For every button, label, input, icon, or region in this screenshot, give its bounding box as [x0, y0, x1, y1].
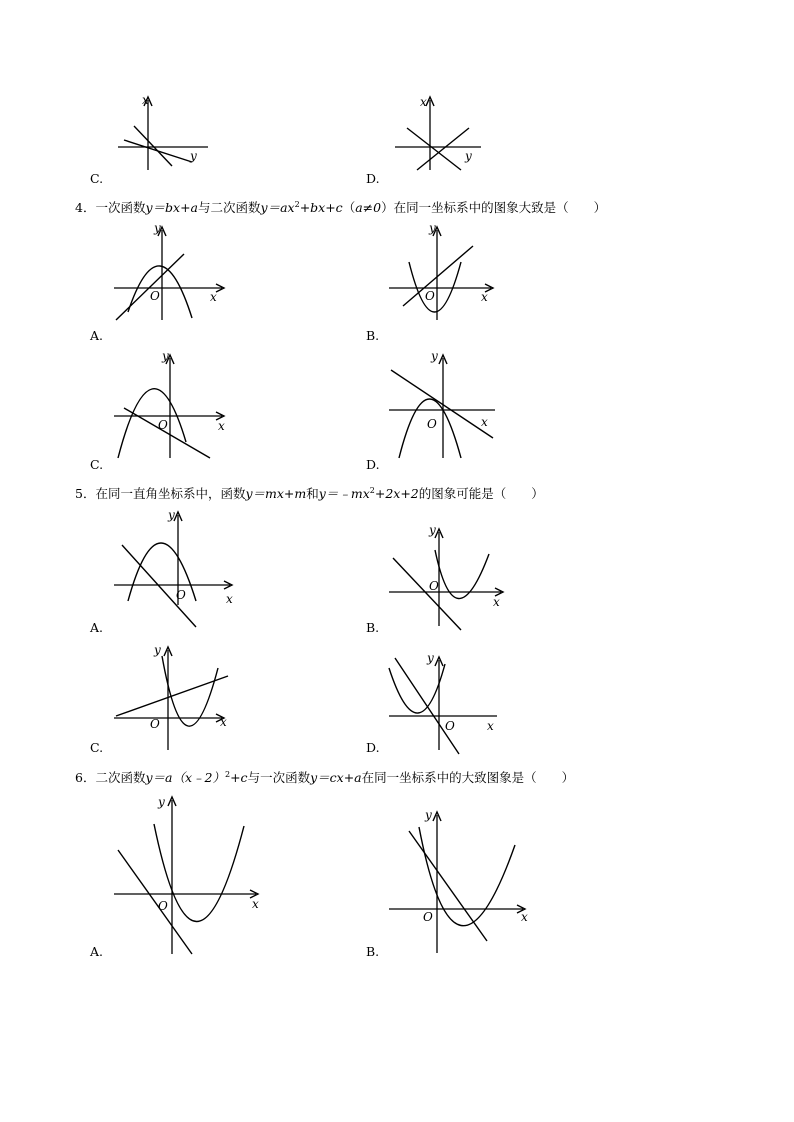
x-axis-label: x — [481, 415, 488, 429]
q4-graph-a — [110, 222, 230, 322]
q5-option-a-label[interactable]: A. — [90, 620, 104, 635]
x-axis-label: x — [521, 910, 528, 924]
x-axis-label: x — [420, 95, 427, 109]
q5-graph-a — [110, 505, 240, 625]
origin-label: O — [176, 588, 186, 602]
x-axis-label: x — [481, 290, 488, 304]
y-axis-label: y — [429, 221, 436, 235]
y-axis-label: y — [190, 149, 197, 163]
origin-label: O — [425, 289, 435, 303]
x-axis-label: x — [220, 715, 227, 729]
x-axis-label: x — [226, 592, 233, 606]
x-axis-label: x — [487, 719, 494, 733]
x-axis-label: x — [142, 93, 149, 107]
question-4-stem: 4．一次函数y＝bx+a与二次函数$y=ax^2+bx+c(a\ne 0)$在同一坐标系中的图象大致是（ ） — [75, 199, 607, 215]
x-axis-label: x — [493, 595, 500, 609]
origin-label: O — [158, 418, 168, 432]
y-axis-label: y — [162, 349, 169, 363]
y-axis-label: y — [158, 795, 165, 809]
q4-graph-d — [385, 350, 505, 460]
q3-option-d-label[interactable]: D. — [366, 171, 380, 186]
q4-graph-b — [385, 222, 505, 322]
origin-label: O — [427, 417, 437, 431]
q6-option-a-label[interactable]: A. — [90, 944, 104, 959]
x-axis-label: x — [252, 897, 259, 911]
origin-label: O — [158, 899, 168, 913]
q6-graph-b — [385, 805, 535, 955]
q4-graph-c — [110, 350, 240, 460]
q6-graph-a — [110, 790, 270, 960]
y-axis-label: y — [154, 221, 161, 235]
y-axis-label: y — [431, 349, 438, 363]
y-axis-label: y — [465, 149, 472, 163]
question-6-stem: 6．二次函数y＝a（x﹣2）$^2$+c与一次函数y＝cx+a在同一坐标系中的大致图象是（ ） — [75, 769, 575, 785]
q4-option-a-label[interactable]: A. — [90, 328, 104, 343]
x-axis-label: x — [210, 290, 217, 304]
q4-option-d-label[interactable]: D. — [366, 457, 380, 472]
q5-graph-b — [385, 520, 510, 630]
origin-label: O — [429, 579, 439, 593]
y-axis-label: y — [429, 523, 436, 537]
q5-option-c-label[interactable]: C. — [90, 740, 104, 755]
y-axis-label: y — [425, 808, 432, 822]
q5-graph-d — [385, 650, 510, 755]
q6-option-b-label[interactable]: B. — [366, 944, 380, 959]
q5-option-d-label[interactable]: D. — [366, 740, 380, 755]
question-5-stem: 5．在同一直角坐标系中，函数y＝mx+m和$y=﹣mx^2+2x+2$的图象可能是（ ） — [75, 485, 544, 501]
q3-option-c-label[interactable]: C. — [90, 171, 104, 186]
y-axis-label: y — [168, 508, 175, 522]
origin-label: O — [423, 910, 433, 924]
q3-graph-c — [110, 92, 220, 172]
origin-label: O — [150, 289, 160, 303]
origin-label: O — [445, 719, 455, 733]
q3-graph-d — [385, 92, 495, 172]
y-axis-label: y — [154, 643, 161, 657]
x-axis-label: x — [218, 419, 225, 433]
origin-label: O — [150, 717, 160, 731]
y-axis-label: y — [427, 651, 434, 665]
q4-option-b-label[interactable]: B. — [366, 328, 380, 343]
q5-option-b-label[interactable]: B. — [366, 620, 380, 635]
q4-option-c-label[interactable]: C. — [90, 457, 104, 472]
q5-graph-c — [110, 640, 240, 750]
